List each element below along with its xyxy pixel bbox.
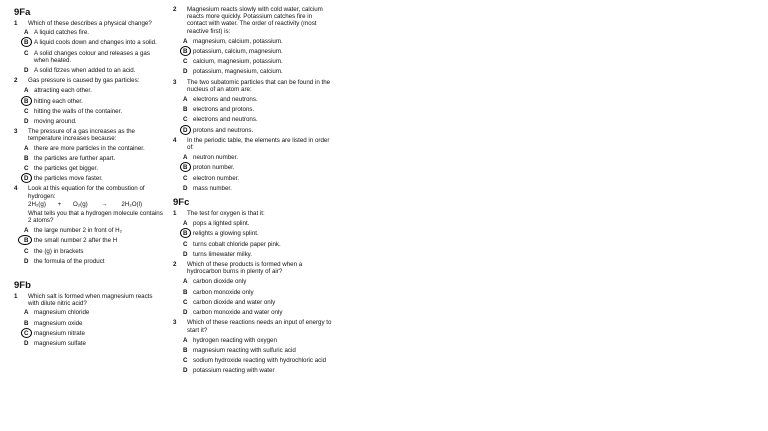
option-b[interactable]: B relights a glowing splint. [173,230,333,237]
option-c[interactable]: C magnesium nitrate [14,330,164,337]
option-a[interactable]: A the large number 2 in front of H₂ [24,227,123,235]
option-b[interactable]: B magnesium reacting with sulfuric acid [183,346,296,354]
question-1: 1 Which salt is formed when magnesium reacts with dilute nitric acid? [14,293,153,308]
question-4: 4 Look at this equation for the combustion of hydrogen: [14,185,145,200]
section-heading-9fb: 9Fb [14,280,31,292]
option-c[interactable]: C sodium hydroxide reacting with hydrochloric acid [183,357,327,365]
combustion-equation: 2H₂(g) + O₂(g) → 2H₂O(l) [28,200,143,208]
question-2: 2 Gas pressure is caused by gas particles: [14,77,140,85]
option-c[interactable]: C electron number. [183,174,240,182]
left-column [14,0,164,347]
option-b[interactable]: B the particles are further apart. [24,154,116,162]
option-d[interactable]: D moving around. [24,118,77,126]
option-b[interactable]: B A liquid cools down and changes into a solid. [14,39,164,46]
option-d[interactable]: D protons and neutrons. [173,127,333,134]
question-1: 1 Which of these describes a physical change? [14,20,152,27]
option-c[interactable]: C the particles get bigger. [24,165,98,173]
option-c[interactable]: C A solid changes colour and releases a gas when heated. [24,49,150,64]
right-column [173,0,333,375]
option-a[interactable]: A magnesium chloride [24,309,90,317]
answer-circle [180,125,191,135]
question-4: 4 In the periodic table, the elements are listed in order of: [173,136,330,152]
question-3: 3 The two subatomic particles that can be found in the nucleus of an atom are: [173,78,331,93]
question-2: 2 Magnesium reacts slowly with cold water, calcium reacts more quickly. Potassium catches fire in contact with water. The order of reactivity (most reactive first) is: [173,6,323,35]
option-a[interactable]: A hydrogen reacting with oxygen [183,336,277,344]
option-b[interactable]: B electrons and protons. [183,106,255,114]
option-c[interactable]: C calcium, magnesium, potassium. [183,58,283,66]
question-3: 3 The pressure of a gas increases as the temperature increases because: [14,128,135,143]
option-b[interactable]: B magnesium oxide [24,319,83,327]
question-4-prompt: What tells you that a hydrogen molecule contains 2 atoms? [28,209,163,225]
option-b[interactable]: B hitting each other. [14,98,164,105]
option-d[interactable]: D mass number. [183,184,232,192]
option-c[interactable]: C hitting the walls of the container. [24,107,123,115]
option-b[interactable]: B carbon monoxide only [183,288,254,296]
question-1: 1 The test for oxygen is that it: [173,210,265,218]
option-a[interactable]: A attracting each other. [24,87,92,95]
answer-circle [21,328,32,338]
option-a[interactable]: A carbon dioxide only [183,278,247,286]
option-b[interactable]: B potassium, calcium, magnesium. [173,48,333,55]
question-2: 2 Which of these products is formed when a hydrocarbon burns in plenty of air? [173,261,303,276]
option-c[interactable]: C the (g) in brackets [24,247,84,255]
option-b[interactable]: B the small number 2 after the H [14,237,164,244]
option-d[interactable]: D magnesium sulfate [24,340,86,348]
option-a[interactable]: A neutron number. [183,154,239,162]
section-heading-9fc: 9Fc [173,197,190,209]
option-c[interactable]: C electrons and neutrons. [183,116,258,124]
option-d[interactable]: D A solid fizzes when added to an acid. [24,67,136,75]
option-a[interactable]: A pops a lighted splint. [183,220,250,228]
question-3: 3 Which of these reactions needs an input of energy to start it? [173,319,332,334]
option-c[interactable]: C carbon dioxide and water only [183,298,276,306]
option-a[interactable]: A electrons and neutrons. [183,96,258,104]
answer-circle [21,96,32,106]
option-a[interactable]: A there are more particles in the container. [24,144,145,152]
option-c[interactable]: C turns cobalt chloride paper pink. [183,240,281,248]
option-d[interactable]: D potassium, magnesium, calcium. [183,68,283,76]
option-a[interactable]: A A liquid catches fire. [24,29,90,37]
option-d[interactable]: D turns limewater milky. [183,250,253,258]
option-b[interactable]: B proton number. [173,164,333,171]
option-a[interactable]: A magnesium, calcium, potassium. [183,37,283,45]
section-heading-9fa: 9Fa [14,7,31,18]
option-d[interactable]: D potassium reacting with water [183,367,275,375]
option-d[interactable]: D carbon monoxide and water only [183,309,283,317]
option-d[interactable]: D the formula of the product [24,257,105,265]
answer-circle [180,46,191,56]
option-d[interactable]: D the particles move faster. [14,175,164,182]
